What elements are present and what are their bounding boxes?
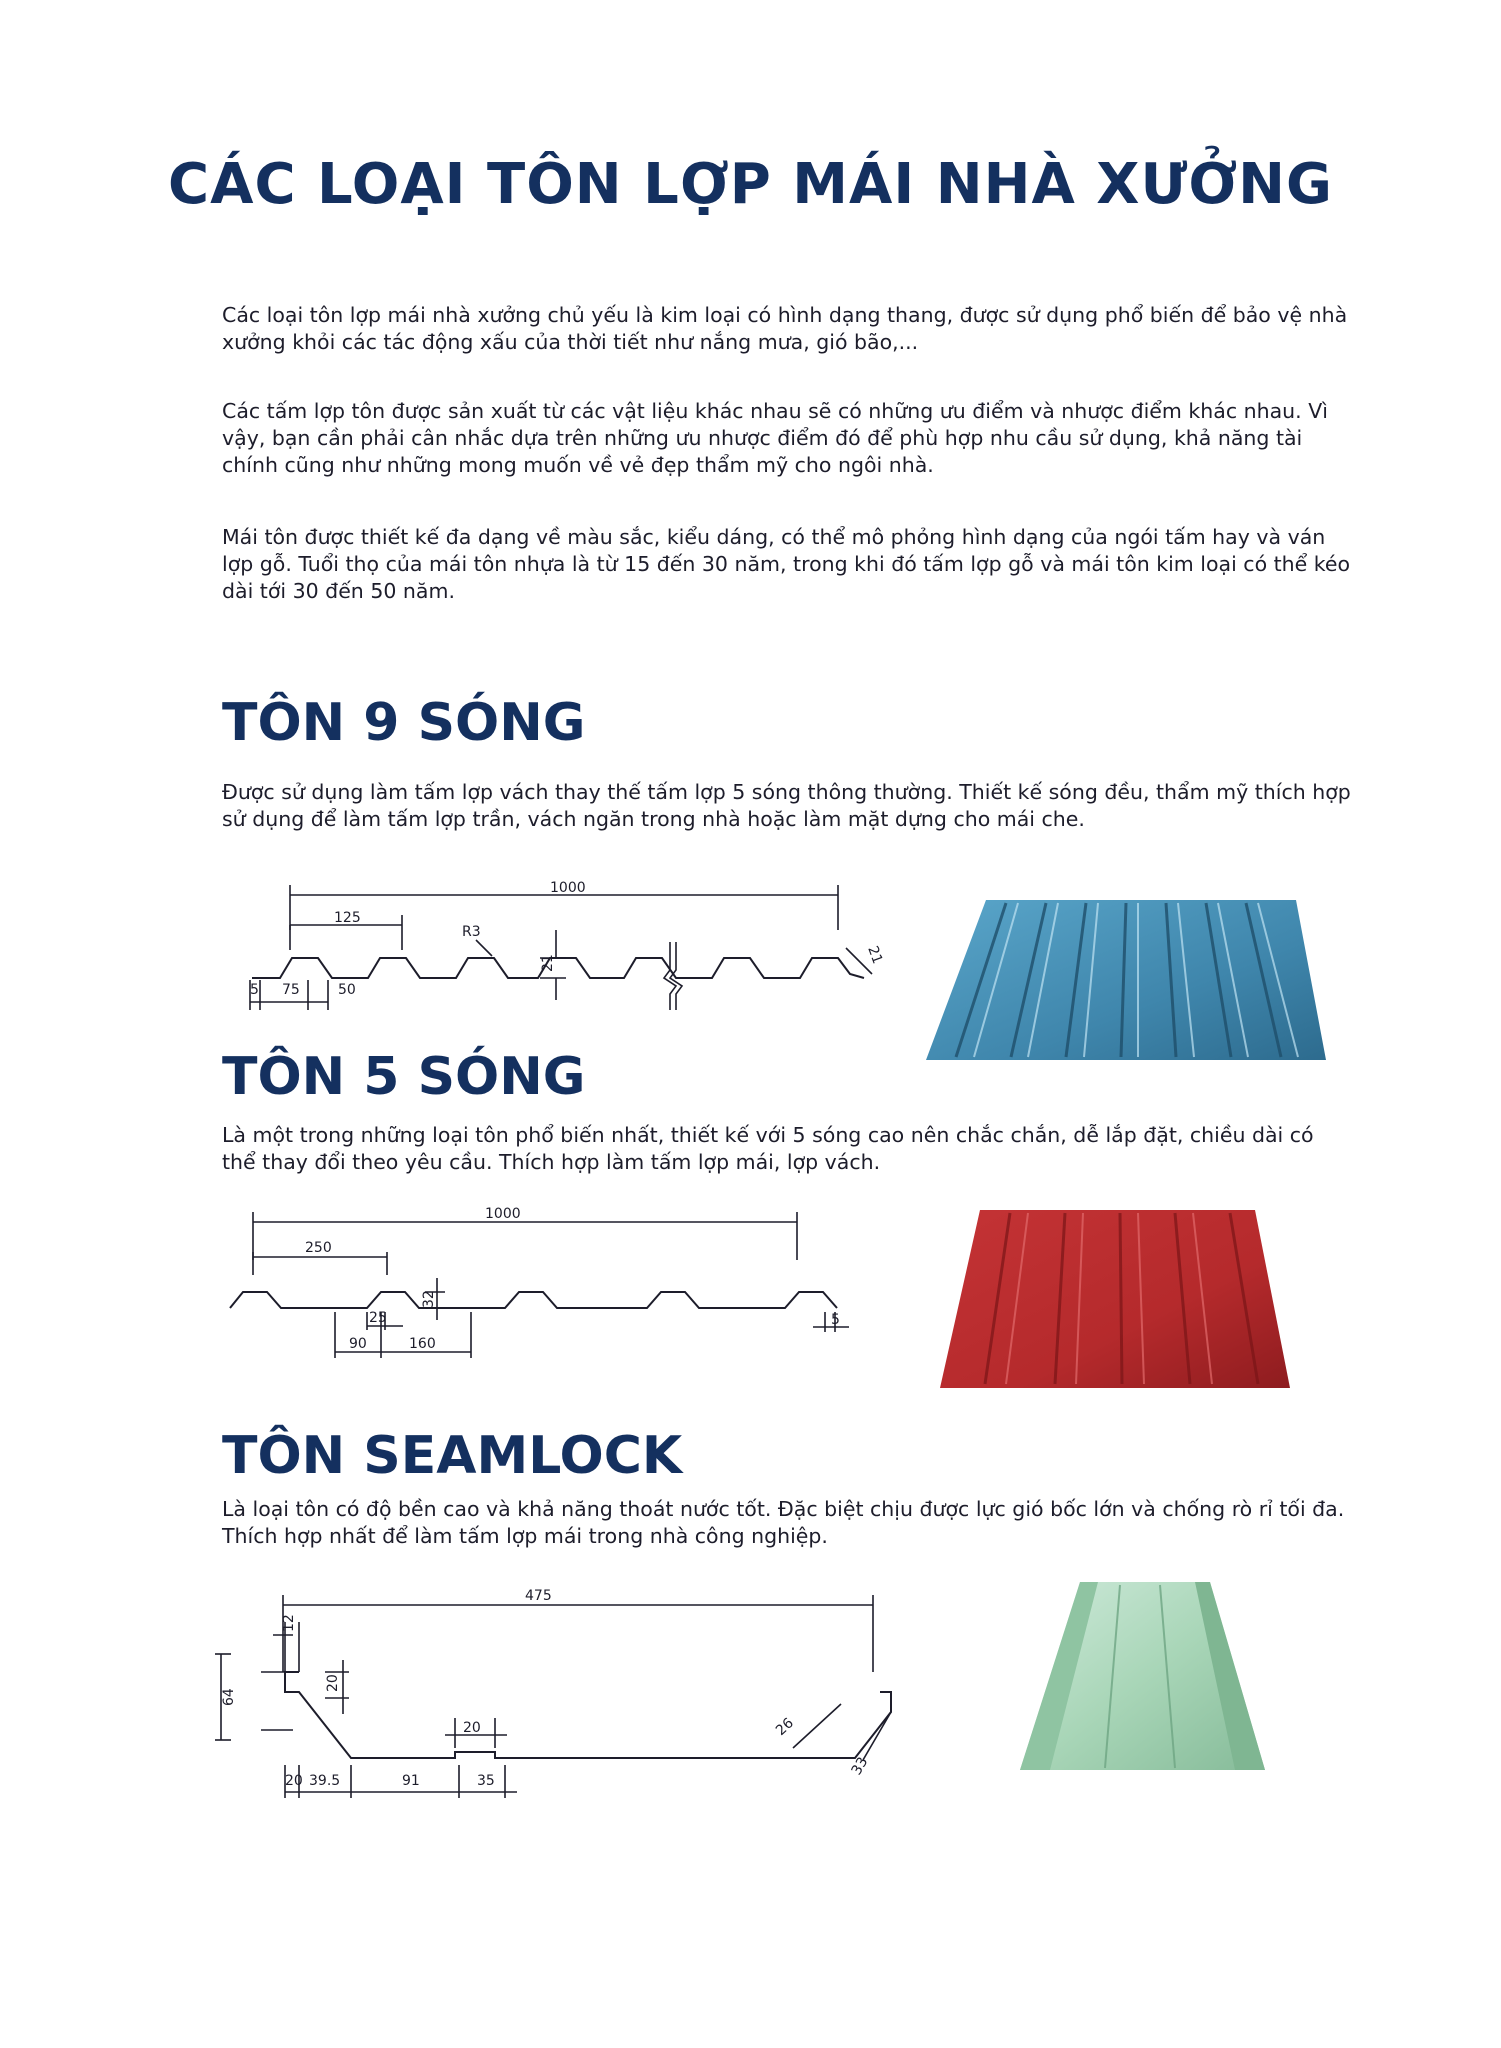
page-title: CÁC LOẠI TÔN LỢP MÁI NHÀ XƯỞNG xyxy=(168,152,1333,217)
roof-sheet-photo-9-song xyxy=(926,895,1326,1065)
section-description-5-song: Là một trong những loại tôn phổ biến nhất, thiết kế với 5 sóng cao nên chắc chắn, dễ lắp đặt, chiều dài có thể thay đổi theo yêu cầu. Thích hợp làm tấm lợp mái, lợp vách. xyxy=(222,1123,1314,1174)
profile-diagram-seamlock xyxy=(215,1580,915,1825)
intro-paragraph-3: Mái tôn được thiết kế đa dạng về màu sắc, kiểu dáng, có thể mô phỏng hình dạng của ngói tấm hay và ván lợp gỗ. Tuổi thọ của mái tôn nhựa là từ 15 đến 30 năm, trong khi đó tấm lợp gỗ và mái tôn kim loại có thể kéo dài tới 30 đến 50 năm. xyxy=(222,525,1351,603)
dim-lip-label: 5 xyxy=(250,982,259,998)
dim-d2-label: 39.5 xyxy=(309,1773,341,1789)
dim-top-label: 25 xyxy=(369,1310,387,1326)
roof-sheet-photo-5-song xyxy=(940,1208,1300,1393)
dim-d3-label: 91 xyxy=(402,1773,420,1789)
dim-bottom-label: 160 xyxy=(409,1336,436,1352)
profile-diagram-9-song xyxy=(240,870,900,1020)
intro-paragraph-1: Các loại tôn lợp mái nhà xưởng chủ yếu là kim loại có hình dạng thang, được sử dụng phổ biến để bảo vệ nhà xưởng khỏi các tác động xấu của thời tiết như nắng mưa, gió bão,... xyxy=(222,303,1348,354)
dim-pitch-label: 250 xyxy=(305,1240,332,1256)
dim-hook-label: 12 xyxy=(281,1614,297,1632)
dim-width-label: 1000 xyxy=(485,1206,521,1222)
intro-paragraph-2: Các tấm lợp tôn được sản xuất từ các vật liệu khác nhau sẽ có những ưu điểm và nhược điểm khác nhau. Vì vậy, bạn cần phải cân nhắc dựa trên những ưu nhược điểm đó để phù hợp nhu cầu sử dụng, khả năng tài chính cũng như những mong muốn về vẻ đẹp thẩm mỹ cho ngôi nhà. xyxy=(222,399,1328,477)
dim-edge-label: 21 xyxy=(864,943,886,967)
dim-width-label: 475 xyxy=(525,1588,552,1604)
dim-step-label: 20 xyxy=(325,1674,341,1692)
dim-pitch-label: 125 xyxy=(334,910,361,926)
dim-bottom-label: 75 xyxy=(282,982,300,998)
roof-sheet-photo-seamlock xyxy=(1010,1580,1270,1780)
dim-d4-label: 35 xyxy=(477,1773,495,1789)
dim-height-label: 64 xyxy=(221,1688,237,1706)
dim-base-label: 90 xyxy=(349,1336,367,1352)
dim-slope-label: 26 xyxy=(772,1715,797,1739)
section-description-9-song: Được sử dụng làm tấm lợp vách thay thế tấm lợp 5 sóng thông thường. Thiết kế sóng đều, thẩm mỹ thích hợp sử dụng để làm tấm lợp trần, vách ngăn trong nhà hoặc làm mặt dựng cho mái che. xyxy=(222,780,1351,831)
dim-d1-label: 20 xyxy=(285,1773,303,1789)
section-heading-9-song: TÔN 9 SÓNG xyxy=(222,693,586,753)
section-heading-5-song: TÔN 5 SÓNG xyxy=(222,1047,586,1107)
dim-width-label: 1000 xyxy=(550,880,586,896)
dim-rib-label: 20 xyxy=(463,1720,481,1736)
section-description-seamlock: Là loại tôn có độ bền cao và khả năng thoát nước tốt. Đặc biệt chịu được lực gió bốc lớn và chống rò rỉ tối đa. Thích hợp nhất để làm tấm lợp mái trong nhà công nghiệp. xyxy=(222,1497,1345,1548)
dim-radius-label: R3 xyxy=(462,924,481,940)
section-heading-seamlock: TÔN SEAMLOCK xyxy=(222,1426,683,1486)
dim-lip-label: 5 xyxy=(831,1312,840,1328)
dim-top-label: 50 xyxy=(338,982,356,998)
profile-diagram-5-song xyxy=(225,1200,865,1385)
dim-side-label: 33 xyxy=(848,1754,872,1778)
dim-height-label: 21 xyxy=(540,954,556,972)
dim-height-label: 32 xyxy=(421,1290,437,1308)
